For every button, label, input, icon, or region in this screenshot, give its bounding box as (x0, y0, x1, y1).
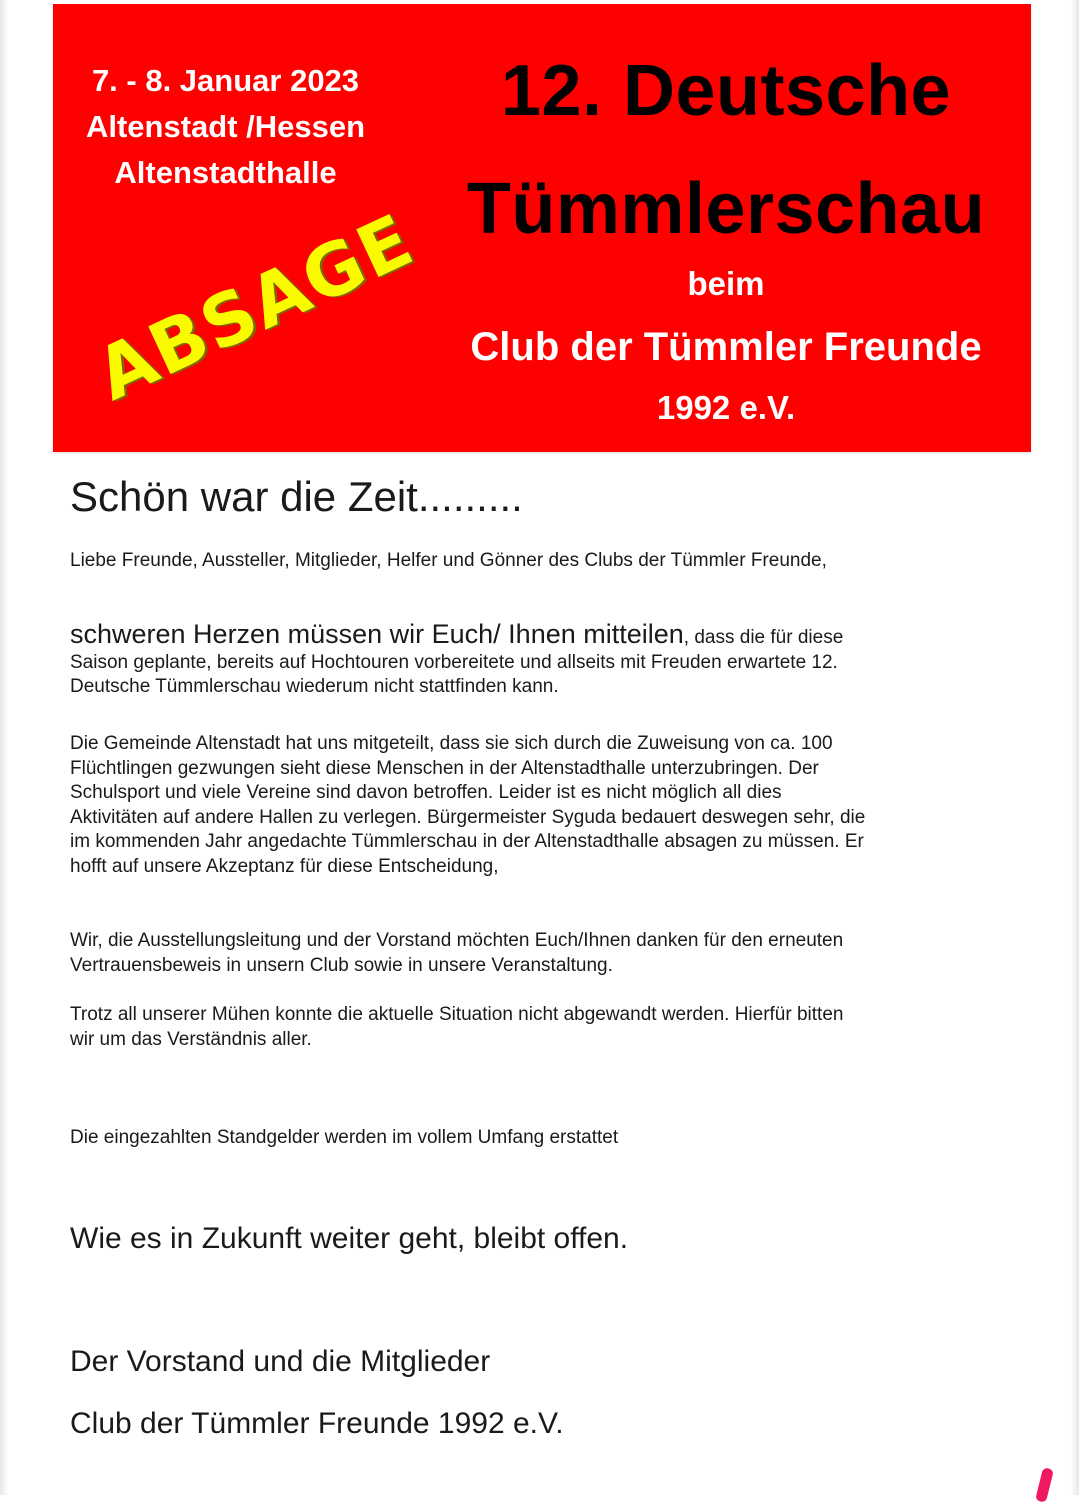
event-hall: Altenstadthalle (114, 155, 337, 190)
paragraph-1-rest: , dass die für diese Saison geplante, bereits auf Hochtouren vorbereitete und allseits mit Freuden erwartete 12. Deutsche Tümmlerschau wiederum nicht stattfinden kann. (70, 627, 844, 697)
event-banner (53, 4, 1031, 452)
subtitle-year: 1992 e.V. (656, 389, 796, 426)
pink-pen-mark (1035, 1467, 1054, 1503)
letter-paragraph-1 (70, 619, 870, 700)
event-location: Altenstadt /Hessen (85, 109, 366, 144)
signoff-club: Club der Tümmler Freunde 1992 e.V. (70, 1407, 564, 1440)
title-line-1: 12. Deutsche (500, 51, 952, 131)
letter-greeting: Liebe Freunde, Aussteller, Mitglieder, Helfer und Gönner des Clubs der Tümmler Freunde, (70, 550, 827, 571)
subtitle-beim: beim (687, 265, 765, 302)
subtitle-club: Club der Tümmler Freunde (470, 325, 982, 369)
event-title (421, 32, 1031, 268)
letter-future: Wie es in Zukunft weiter geht, bleibt offen. (70, 1222, 629, 1255)
cancel-stamp: ABSAGE (83, 197, 427, 417)
letter-paragraph-4: Trotz all unserer Mühen konnte die aktuelle Situation nicht abgewandt werden. Hierfür bitten wir um das Verständnis aller. (70, 1004, 844, 1050)
title-line-2: Tümmlerschau (466, 169, 986, 249)
signoff-board: Der Vorstand und die Mitglieder (70, 1345, 491, 1378)
letter-paragraph-2: Die Gemeinde Altenstadt hat uns mitgeteilt, dass sie sich durch die Zuweisung von ca. 100 Flüchtlingen gezwungen sieht diese Menschen in der Altenstadthalle unterzubringen. Der Schulsport und viele Vereine sind davon betroffen. Leider ist es nicht möglich all dies Aktivitäten auf andere Hallen zu verlegen. Bürgermeister Syguda bedauert deswegen sehr, die im kommenden Jahr angedachte Tümmlerschau in der Altenstadthalle absagen zu müssen. Er hofft auf unsere Akzeptanz für diese Entscheidung, (70, 733, 866, 877)
event-info (53, 58, 398, 196)
page-edge-left (0, 0, 8, 1495)
page-edge-right (1071, 0, 1079, 1495)
event-date: 7. - 8. Januar 2023 (91, 63, 360, 98)
letter-paragraph-3: Wir, die Ausstellungsleitung und der Vorstand möchten Euch/Ihnen danken für den erneuten Vertrauensbeweis in unsern Club sowie in unsere Veranstaltung. (70, 930, 844, 976)
paragraph-1-lead: schweren Herzen müssen wir Euch/ Ihnen mitteilen (70, 619, 684, 649)
letter-heading: Schön war die Zeit......... (70, 473, 523, 520)
letter-paragraph-5: Die eingezahlten Standgelder werden im vollem Umfang erstattet (70, 1127, 619, 1148)
